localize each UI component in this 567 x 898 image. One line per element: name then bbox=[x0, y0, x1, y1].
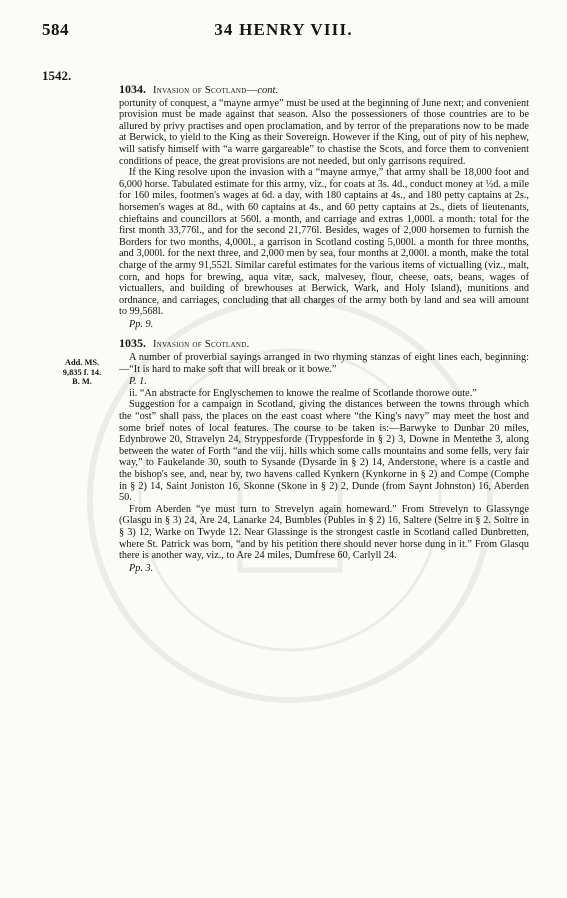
paragraph: If the King resolve upon the invasion with a “mayne armye,” that army shall be 18,000 foot and 6,000 horse. Tabulated estimate for this army, viz., for coats at 3s. 4d., conduct money at ½d. a mile for 160 miles, footmen's wages at 6d. a day, with 180 captains at 4s., and 180 petty captains at 2s., horsemen's wages at 8d., with 60 captains at 4s., and 60 petty captains at 2s., diets of lieutenants, chieftains and councillors at 560l. a month, and carriage and extras 1,000l. a month: total for the first month 33,776l., and for the second 21,776l. Besides, wages of 2,000 horsemen to furnish the Borders for two months, 4,000l., a garrison in Scotland costing 5,000l. a month for three months, and 3,000l. for the next three, and 2,000 men by sea, four months at 2,000l. a month, make the total charge of the army 91,552l. Similar careful estimates for the various items of victualling (viz., malt, corn, and hops for brewing, aqua vitæ, sack, malvesey, flour, cheese, oats, beans, wages of victuallers, and building of brewhouses at Berwick, Wark, and Holy Island), munitions and ordnance, and carriages, concluding that all charges of the army both by land and sea will amount to 99,568l. bbox=[119, 167, 529, 318]
entry-continued-label: cont. bbox=[257, 85, 279, 96]
entry-1035 bbox=[62, 336, 529, 574]
entry-title: Invasion of Scotland— bbox=[153, 85, 258, 96]
reference-line: Add. MS. bbox=[64, 358, 100, 368]
manuscript-reference bbox=[51, 358, 113, 386]
reference-line: 9,835 f. 14. bbox=[62, 367, 102, 377]
entry-1034 bbox=[119, 84, 529, 330]
paragraph: A number of proverbial sayings arranged in two rhyming stanzas of eight lines each, beginning:—“It is hard to make soft that will break or it bowe.” bbox=[119, 352, 529, 375]
entry-number: 1035. bbox=[119, 336, 146, 351]
running-head bbox=[0, 20, 567, 44]
entry-heading bbox=[119, 338, 529, 351]
document-body bbox=[62, 82, 529, 574]
page-count: Pp. 3. bbox=[129, 562, 154, 574]
page-number: 584 bbox=[42, 20, 69, 39]
paragraph: portunity of conquest, a “mayne armye” must be used at the beginning of June next; and convenient provision must be made against that season. Also the possessioners of those countries are to be allured by privy practises and open proclamation, and by terror of the preparations now to be made at Berwick, to yield to the King as their Sovereign. However if the King, out of pity of his nephew, will satisfy himself with “a warre gargareable” to chastise the Scots, and force them to convenient conditions of peace, the great provisions are not needed, but only garrisons required. bbox=[119, 97, 529, 167]
entry-number: 1034. bbox=[119, 82, 146, 96]
paragraph: ii. “An abstracte for Englyschemen to knowe the realme of Scotlande thorowe oute.” bbox=[129, 387, 477, 399]
paragraph: From Aberden “ye must turn to Strevelyn again homeward.” From Strevelyn to Glassynge (Glasgu in § 3) 24, Are 24, Lanarke 24, Bumbles (Publes in § 2) 16, Saltere (Seltre in § 2. Soltre in § 3) 12, Warke on Twyde 12. Near Glassinge is the strongest castle in Scotland called Dunbretten, where St. Patrick was born, “and by his petition there should never horse dung in it.” From Glasqu there is another way, viz., to Are 24 miles, Dumfrese 60, Carlyll 24. bbox=[119, 503, 529, 562]
paragraph: Suggestion for a campaign in Scotland, giving the distances between the towns through which the “ost” shall pass, the places on the east coast where “the King's navy” may meet the host and some brief notes of local features. The course to be taken is:—Barwyke to Dunbar 20 miles, Edynbrowe 20, Stravelyn 24, Stryppesforde (Tryppesforde in § 2) 3, Downe in Mentethe 3, along between the water of Forth “and the viij. hills which some calls mountains and some fells, very fair way,” to Faukelande 30, south to Sysande (Dysarde in § 2) 14, Anderstone, where is a castle and the bishop's see, and, near by, two havens called Kynkern (Kynkorne in § 2) and Compe (Comphe in § 2) 14, Saint Joniston 16, Skonne (Skone in § 2) 2, Dunde (from Saynt Johnston) 16, Aberden 50. bbox=[119, 399, 529, 504]
year-margin-note: 1542. bbox=[42, 68, 72, 83]
reference-line: B. M. bbox=[72, 376, 92, 386]
entry-title: Invasion of Scotland. bbox=[153, 339, 250, 351]
page-count: P. 1. bbox=[129, 376, 147, 388]
entry-heading bbox=[119, 84, 529, 97]
running-title: 34 HENRY VIII. bbox=[214, 20, 353, 39]
page-count: Pp. 9. bbox=[129, 318, 154, 330]
